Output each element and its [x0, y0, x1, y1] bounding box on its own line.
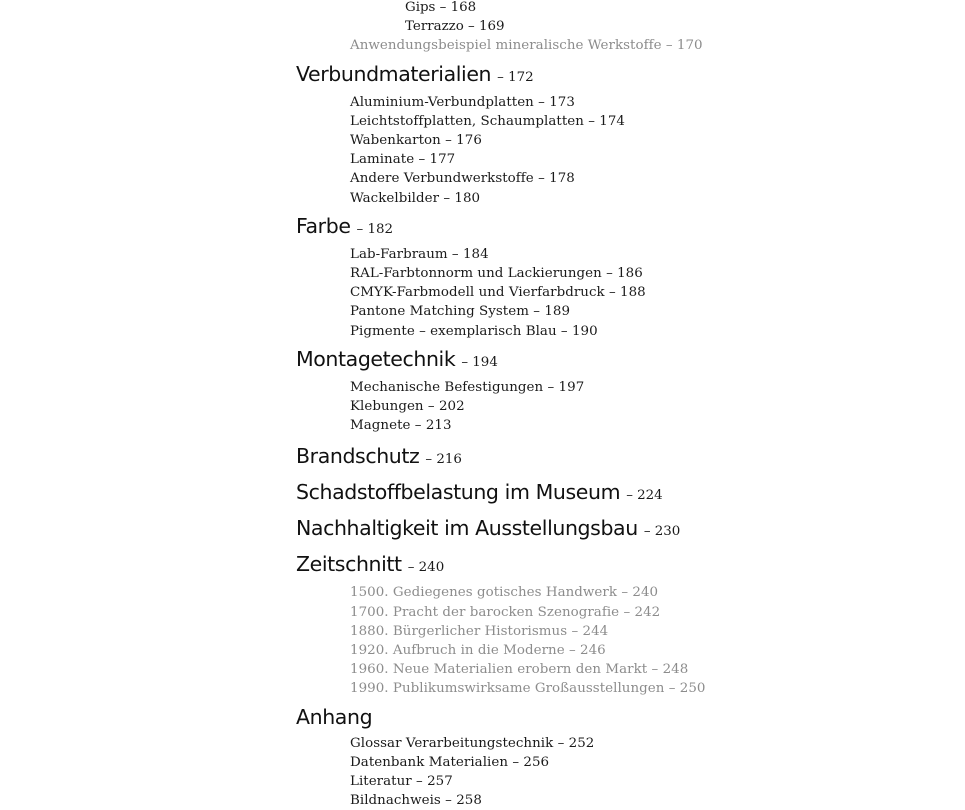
toc-entry: Datenbank Materialien – 256: [350, 754, 550, 770]
section-page: – 216: [425, 452, 462, 468]
section-title: Anhang: [296, 704, 373, 729]
toc-entry: 1700. Pracht der barocken Szenografie – 242: [350, 604, 661, 620]
section-page: – 182: [356, 221, 394, 237]
toc-entry: Literatur – 257: [350, 774, 453, 790]
toc-entry: Magnete – 213: [350, 418, 452, 434]
section-heading: [296, 444, 916, 472]
toc-entry: Mechanische Befestigungen – 197: [350, 379, 585, 395]
table-of-contents: [296, 0, 916, 810]
section-heading: [296, 516, 916, 544]
section-heading: [296, 214, 916, 242]
toc-entry: RAL-Farbtonnorm und Lackierungen – 186: [350, 266, 643, 282]
section-page: – 230: [643, 524, 681, 540]
toc-entry: Pantone Matching System – 189: [350, 304, 571, 320]
toc-entry: Bildnachweis – 258: [350, 793, 482, 809]
section-title: Montagetechnik: [296, 346, 456, 371]
section-page: – 240: [407, 560, 445, 576]
toc-entry: Glossar Verarbeitungstechnik – 252: [350, 735, 595, 751]
toc-entry: Aluminium-Verbundplatten – 173: [350, 94, 575, 110]
section-heading: [296, 62, 916, 90]
toc-entry: Lab-Farbraum – 184: [350, 246, 489, 262]
section-page: – 224: [626, 488, 663, 504]
toc-entry: CMYK-Farbmodell und Vierfarbdruck – 188: [350, 285, 646, 301]
section-title: Brandschutz: [296, 444, 420, 469]
toc-entry: Pigmente – exemplarisch Blau – 190: [350, 323, 598, 339]
section-page: – 172: [497, 69, 534, 85]
toc-entry: Wackelbilder – 180: [350, 190, 481, 206]
section-heading: [296, 552, 916, 580]
toc-entry: 1920. Aufbruch in die Moderne – 246: [350, 643, 606, 659]
toc-entry: Andere Verbundwerkstoffe – 178: [350, 171, 575, 187]
toc-entry: 1500. Gediegenes gotisches Handwerk – 240: [350, 585, 659, 601]
section-title: Zeitschnitt: [296, 552, 402, 577]
section-page: – 194: [461, 354, 498, 370]
section-title: Farbe: [296, 213, 351, 238]
section-heading: [296, 480, 916, 508]
toc-entry: Klebungen – 202: [350, 399, 465, 415]
toc-entry: Laminate – 177: [350, 152, 456, 168]
section-heading: [296, 705, 916, 731]
toc-subentry: Gips – 168: [405, 0, 477, 15]
toc-entry: 1990. Publikumswirksame Großausstellungen – 250: [350, 681, 706, 697]
section-heading: [296, 347, 916, 375]
section-title: Verbundmaterialien: [296, 61, 492, 86]
toc-entry: Anwendungsbeispiel mineralische Werkstoffe – 170: [350, 38, 703, 54]
toc-entry: 1880. Bürgerlicher Historismus – 244: [350, 623, 609, 639]
toc-entry: Leichtstoffplatten, Schaumplatten – 174: [350, 113, 625, 129]
toc-entry: Wabenkarton – 176: [350, 133, 482, 149]
section-title: Nachhaltigkeit im Ausstellungsbau: [296, 516, 638, 541]
toc-entry: 1960. Neue Materialien erobern den Markt – 248: [350, 662, 689, 678]
section-title: Schadstoffbelastung im Museum: [296, 480, 621, 505]
toc-subentry: Terrazzo – 169: [405, 19, 505, 35]
